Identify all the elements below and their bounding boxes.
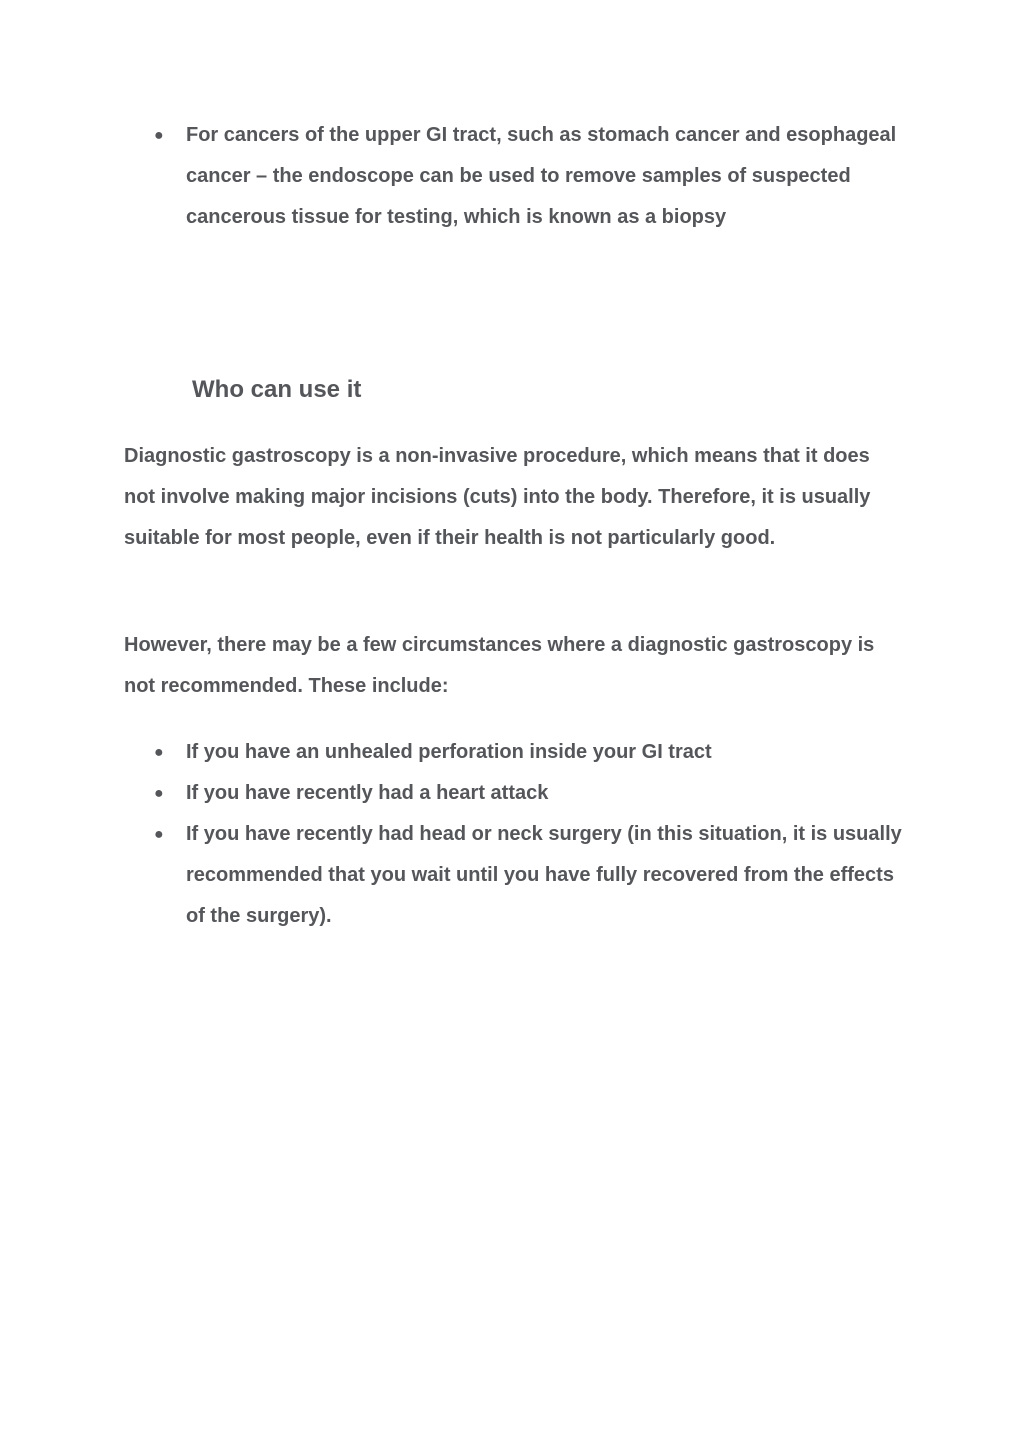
- paragraph-non-invasive: Diagnostic gastroscopy is a non-invasive procedure, which means that it does not involve making major incisions (cuts) into the body. Therefore, it is usually suitable for most people, even if their health is not particularly good.: [124, 445, 871, 549]
- bullet-icon: ●: [154, 744, 164, 761]
- paragraph-circumstances: However, there may be a few circumstances where a diagnostic gastroscopy is not recommended. These include:: [124, 634, 875, 697]
- list-item: [124, 773, 904, 814]
- bullet-icon: ●: [154, 826, 164, 843]
- list-item-text: If you have recently had a heart attack: [186, 782, 549, 804]
- list-item: [124, 732, 904, 773]
- list-item: [124, 814, 904, 937]
- list-item-text: If you have recently had head or neck surgery (in this situation, it is usually recommended that you wait until you have fully recovered from the effects of the surgery).: [186, 823, 902, 927]
- bullet-list-upper-gi: [124, 115, 904, 238]
- section-heading: Who can use it: [192, 376, 362, 403]
- bullet-icon: ●: [154, 127, 164, 144]
- bullet-list-contraindications: [124, 732, 904, 937]
- list-item-text: If you have an unhealed perforation inside your GI tract: [186, 741, 712, 763]
- list-item: [124, 115, 904, 238]
- bullet-icon: ●: [154, 785, 164, 802]
- list-item-text: For cancers of the upper GI tract, such as stomach cancer and esophageal cancer – the endoscope can be used to remove samples of suspected cancerous tissue for testing, which is known as a biopsy: [186, 124, 897, 228]
